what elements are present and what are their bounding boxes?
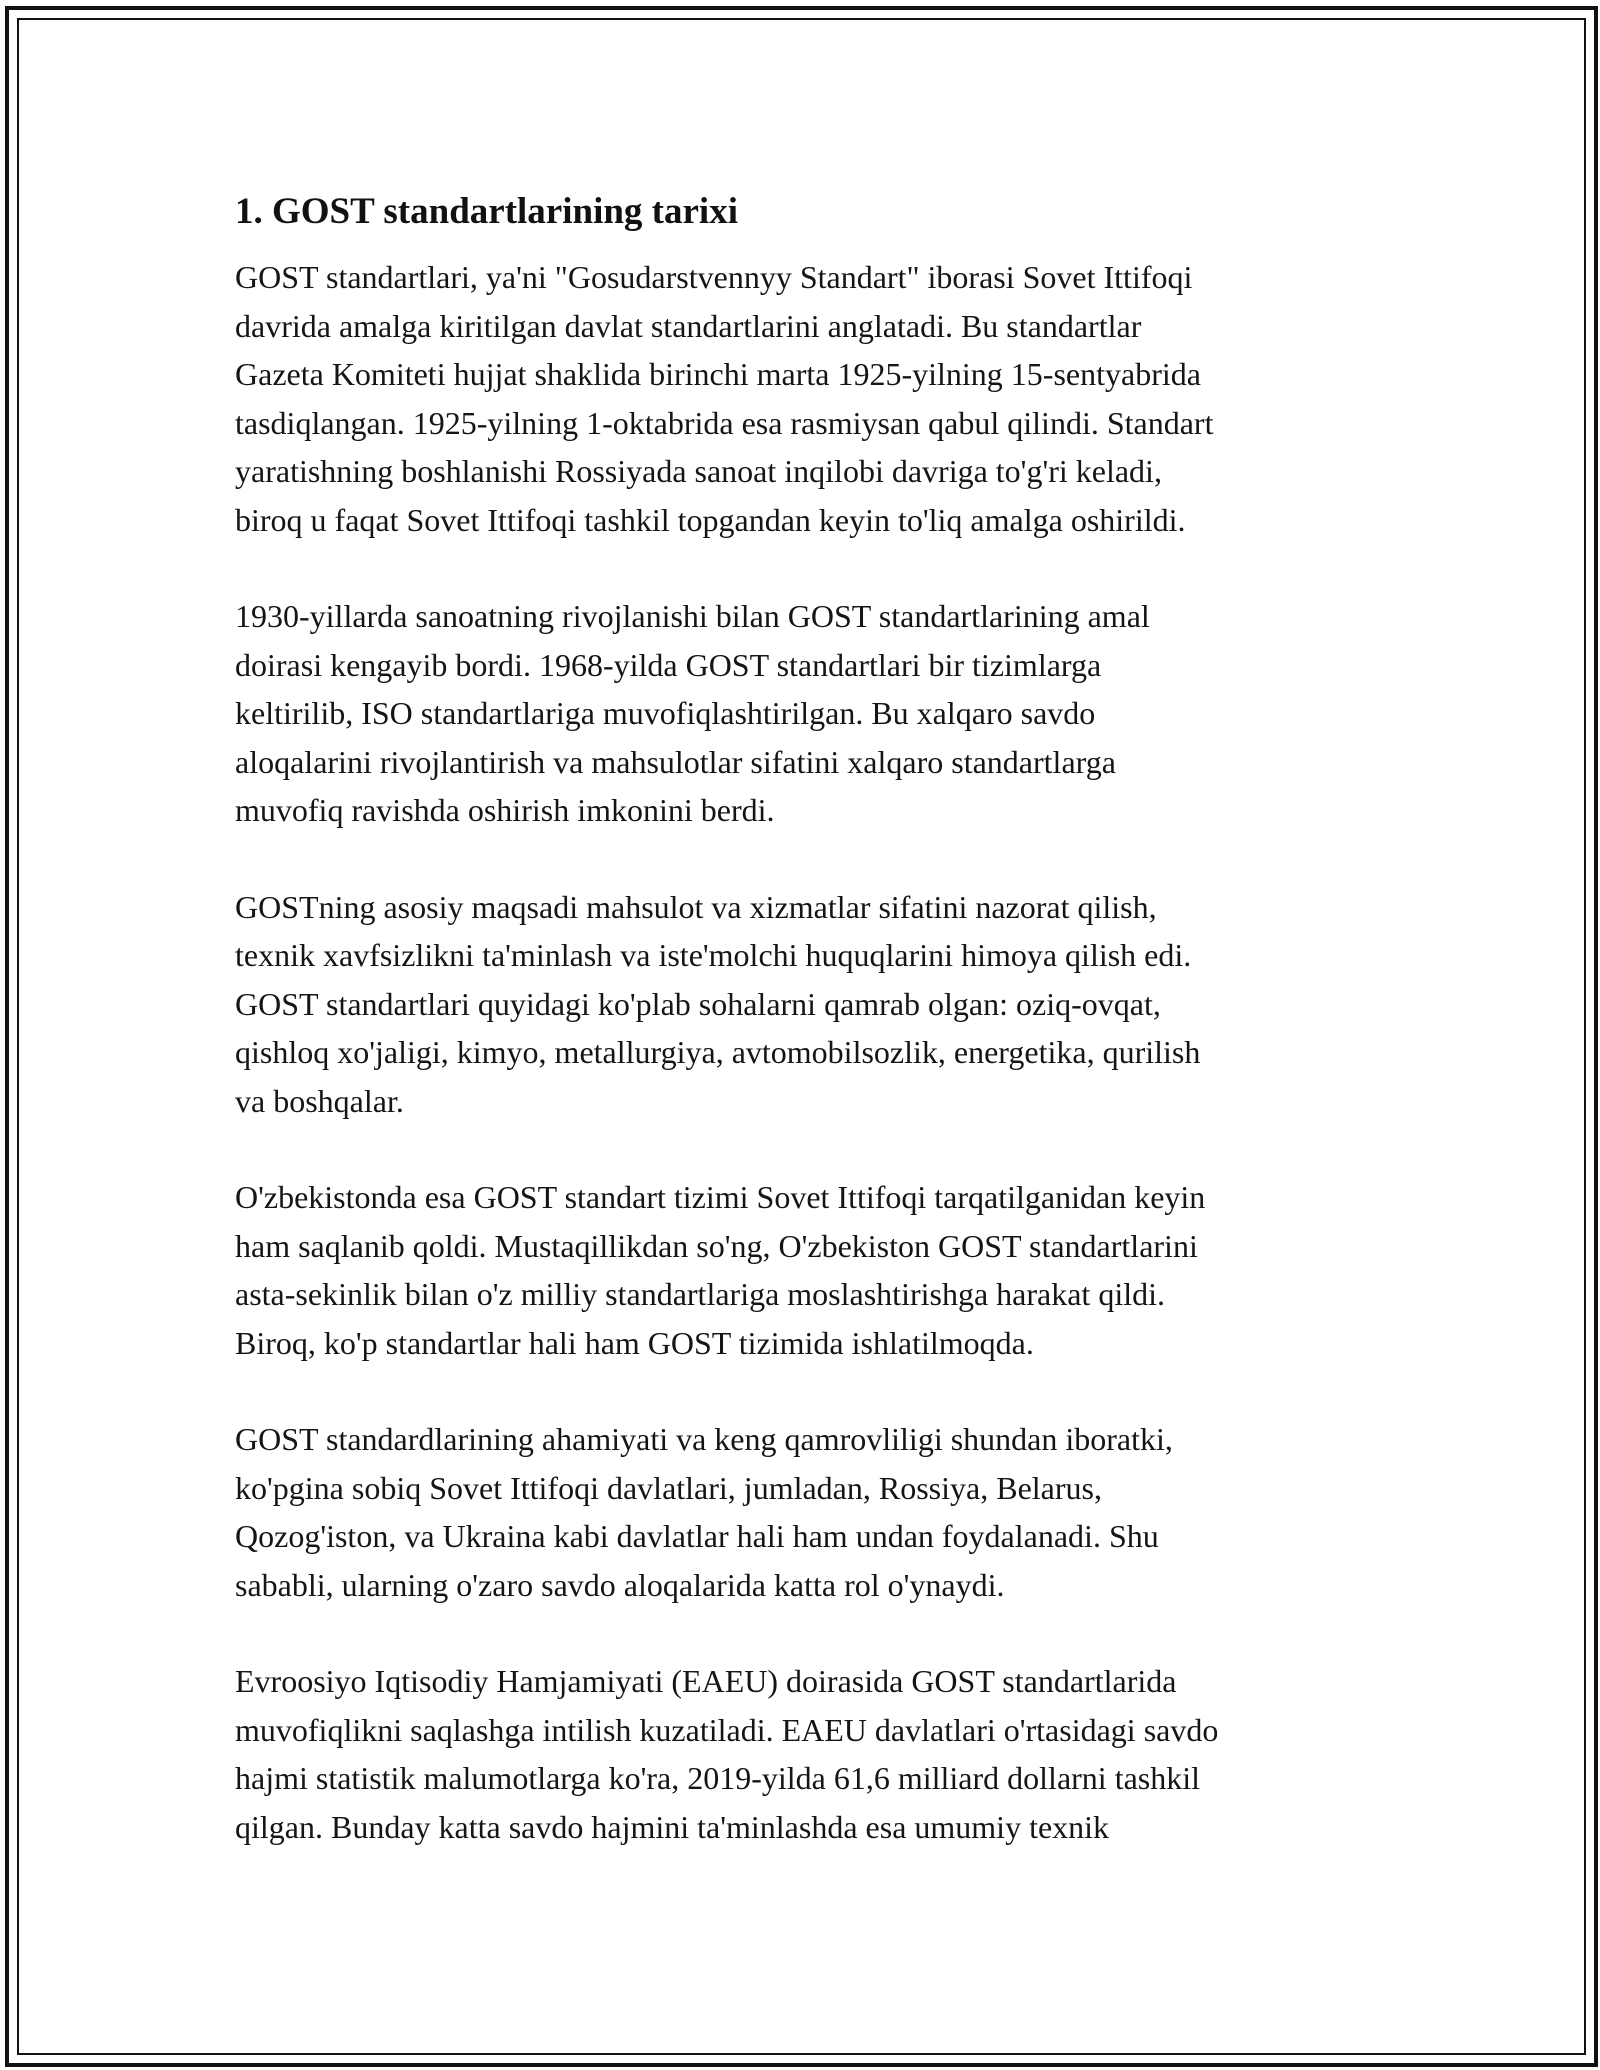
text-line: texnik xavfsizlikni ta'minlash va iste'molchi huquqlarini himoya qilish edi.	[235, 937, 1192, 973]
paragraph-1	[235, 253, 1375, 544]
text-line: keltirilib, ISO standartlariga muvofiqlashtirilgan. Bu xalqaro savdo	[235, 695, 1096, 731]
text-line: doirasi kengayib bordi. 1968-yilda GOST standartlari bir tizimlarga	[235, 646, 1102, 683]
document-body	[235, 188, 1375, 1899]
text-line: qilgan. Bunday katta savdo hajmini ta'minlashda esa umumiy texnik	[235, 1808, 1110, 1845]
text-line: muvofiq ravishda oshirish imkonini berdi.	[235, 792, 775, 828]
text-line: hajmi statistik malumotlarga ko'ra, 2019-yilda 61,6 milliard dollarni tashkil	[235, 1760, 1201, 1796]
text-line: asta-sekinlik bilan o'z milliy standartlariga moslashtirishga harakat qildi.	[235, 1276, 1165, 1312]
text-line: O'zbekistonda esa GOST standart tizimi Sovet Ittifoqi tarqatilganidan keyin	[235, 1179, 1206, 1215]
section-heading: 1. GOST standartlarining tarixi	[235, 191, 738, 232]
text-line: qishloq xo'jaligi, kimyo, metallurgiya, avtomobilsozlik, energetika, qurilish	[235, 1034, 1201, 1070]
paragraph-6	[235, 1657, 1375, 1851]
text-line: Gazeta Komiteti hujjat shaklida birinchi marta 1925-yilning 15-sentyabrida	[235, 356, 1201, 392]
text-line: GOST standardlarining ahamiyati va keng qamrovliligi shundan iboratki,	[235, 1421, 1173, 1457]
text-line: davrida amalga kiritilgan davlat standartlarini anglatadi. Bu standartlar	[235, 307, 1142, 344]
text-line: aloqalarini rivojlantirish va mahsulotlar sifatini xalqaro standartlarga	[235, 743, 1116, 780]
text-line: biroq u faqat Sovet Ittifoqi tashkil topgandan keyin to'liq amalga oshirildi.	[235, 501, 1186, 538]
text-line: ham saqlanib qoldi. Mustaqillikdan so'ng, O'zbekiston GOST standartlarini	[235, 1227, 1198, 1264]
text-line: GOSTning asosiy maqsadi mahsulot va xizmatlar sifatini nazorat qilish,	[235, 888, 1157, 925]
text-line: muvofiqlikni saqlashga intilish kuzatiladi. EAEU davlatlari o'rtasidagi savdo	[235, 1711, 1219, 1748]
paragraph-2	[235, 592, 1375, 835]
text-line: Biroq, ko'p standartlar hali ham GOST tizimida ishlatilmoqda.	[235, 1324, 1034, 1361]
text-line: GOST standartlari, ya'ni "Gosudarstvennyy Standart" iborasi Sovet Ittifoqi	[235, 259, 1193, 295]
text-line: Evroosiyo Iqtisodiy Hamjamiyati (EAEU) doirasida GOST standartlarida	[235, 1663, 1177, 1699]
text-line: GOST standartlari quyidagi ko'plab sohalarni qamrab olgan: oziq-ovqat,	[235, 985, 1161, 1022]
paragraph-3	[235, 883, 1375, 1126]
text-line: ko'pgina sobiq Sovet Ittifoqi davlatlari, jumladan, Rossiya, Belarus,	[235, 1469, 1102, 1506]
text-line: Qozog'iston, va Ukraina kabi davlatlar hali ham undan foydalanadi. Shu	[235, 1518, 1159, 1554]
text-line: va boshqalar.	[235, 1082, 404, 1119]
paragraph-4	[235, 1173, 1375, 1367]
text-line: sababli, ularning o'zaro savdo aloqalarida katta rol o'ynaydi.	[235, 1566, 1005, 1603]
text-line: 1930-yillarda sanoatning rivojlanishi bilan GOST standartlarining amal	[235, 598, 1150, 634]
paragraph-5	[235, 1415, 1375, 1609]
text-line: yaratishning boshlanishi Rossiyada sanoat inqilobi davriga to'g'ri keladi,	[235, 453, 1162, 489]
text-line: tasdiqlangan. 1925-yilning 1-oktabrida esa rasmiysan qabul qilindi. Standart	[235, 404, 1214, 441]
